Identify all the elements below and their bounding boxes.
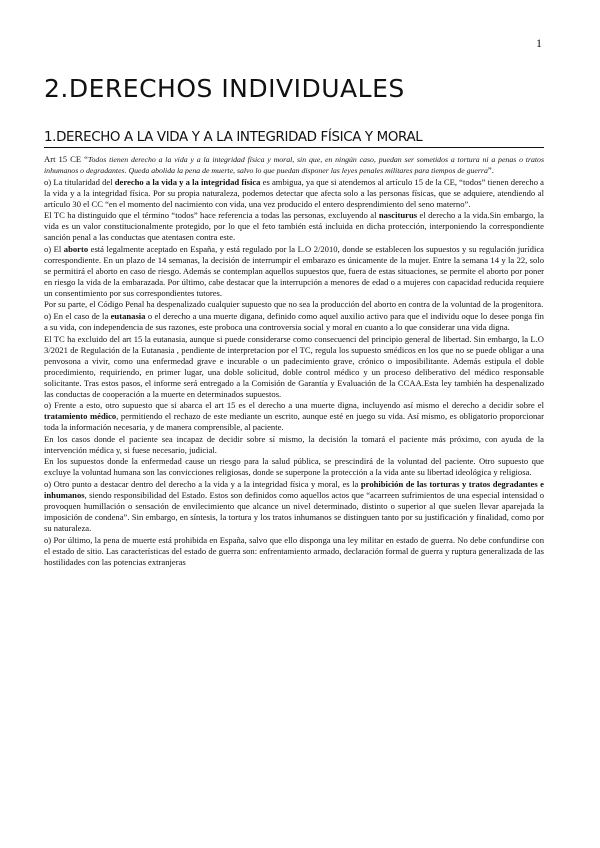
text-run: está legalmente aceptado en España, y está regulado por la L.O 2/2010, donde se establecen los supuestos y su regulación jurídica correspondiente. En un plazo de 14 semanas, la decisión de interrumpir el embarazo es únicamente de la mujer. Entre la semana 14 y la 22, solo se permitirá el aborto en caso de riesgo. Además se contemplan aquellos supuestos que, fuera de estas situaciones, se permite el aborto por poner en riesgo la vida de la embarazada. Por último, cabe destacar que la interrupción a menores de edad o a mujeres con capacidad reducida requiere un consentimiento por sus correspondientes tutores. [44, 243, 544, 298]
paragraph [44, 154, 544, 176]
text-run: , siendo responsibilidad del Estado. Estos son definidos como aquellos actos que “acarreen sufrimientos de una especial intensidad o provoquen humillación o sensación de envilecimiento que alcance un nivel determinado, distinto o superior al que suelen llevar aparejada la imposición de condena”. Sin embargo, en síntesis, la tortura y los tratos inhumanos se distinguen tanto por su justificación y finalidad, como por su naturaleza. [44, 489, 544, 533]
body-text [44, 154, 544, 568]
paragraph [44, 210, 544, 243]
text-run: El TC ha excluido del art 15 la eutanasia, aunque si puede considerarse como consecuenci del principio general de libertad. Sin embargo, la L.O 3/2021 de Regulación de la Eutanasia , pendiente de interpretacion por el TC, regula los supuesto smédicos en los que no se puede obligar a una penvosona a vivir, como una enfermedad grave e incurable o un padecimiento grave, crónico o imposibilitante. Además estipula el doble procedimiento, requiriendo, en primer lugar, una doble solicitud, doble control médico y un proceso deliberativo del médico responsable solicitante. Tras estos pasos, el informe será entregado a la Comisión de Garantía y Evaluación de la CCAA.Esta ley también ha despenalizado las conductas de cooperación a la muerte en determinados supuestos. [44, 333, 544, 399]
bold-term: tratamiento médico [44, 411, 117, 422]
paragraph [44, 311, 544, 333]
bold-term: nasciturus [378, 210, 418, 221]
text-run: el derecho a la vida.Sin embargo, la vida es un valor constitucionalmente protegido, por lo que el feto también está incluida en dicha protección, interponiendo la correspondiente sanción penal a las conductas que atentasen contra este. [44, 210, 544, 243]
text-run: En los casos donde el paciente sea incapaz de decidir sobre sí mismo, la decisión la tomará el paciente más próximo, con ayuda de la intervención médica y, si fuese necesario, judicial. [44, 433, 544, 455]
page-number: 1 [536, 36, 542, 50]
paragraph [44, 434, 544, 456]
bold-term: eutanasia [110, 310, 146, 321]
text-run: o) Por último, la pena de muerte está prohibida en España, salvo que ello disponga una ley militar en estado de guerra. No debe confundirse con el estado de sitio. Las características del estado de guerra son: enfrentamiento armado, declaración formal de guerra y ruptura generalizada de las hostilidades con las potencias extranjeras [44, 534, 544, 567]
text-run: o el derecho a una muerte digana, definido como aquel auxilio activo para que el individu oque lo desee ponga fin a su vida, con independencia de sus razones, este proboca una controversia social y moral en cuanto a lo que considerar una vida digna. [44, 310, 544, 332]
paragraph [44, 479, 544, 534]
text-run: o) En el caso de la [44, 310, 111, 321]
text-run: o) Otro punto a destacar dentro del derecho a la vida y a la integridad física y moral, es la [44, 478, 361, 489]
paragraph [44, 400, 544, 433]
text-run: o) Frente a esto, otro supuesto que si abarca el art 15 es el derecho a una muerte digna, incluyendo así mismo el derecho a decidir sobre el [44, 400, 544, 411]
paragraph [44, 177, 544, 210]
paragraph [44, 535, 544, 568]
paragraph [44, 244, 544, 299]
bold-term: aborto [63, 243, 89, 254]
text-run: o) La titularidad del [44, 176, 115, 187]
text-run: es ambigua, ya que si atendemos al artículo 15 de la CE, “todos” tienen derecho a la vida y a la integridad física. Por su propia naturaleza, podemos detectar que afecta solo a las personas físicas, que se adquiere, atendiendo al artículo 30 el CC “en el momento del nacimiento con vida, una vez producido el entero desprendimiento del seno materno”. [44, 176, 544, 209]
text-run: Por su parte, el Código Penal ha despenalizado cualquier supuesto que no sea la producción del aborto en contra de la voluntad de la progenitora. [44, 299, 544, 310]
text-run: o) El [44, 243, 64, 254]
text-run: ”. [487, 165, 494, 175]
text-run: Art 15 CE “ [44, 154, 88, 164]
chapter-heading: 2.DERECHOS INDIVIDUALES [44, 74, 405, 103]
section-heading: 1.DERECHO A LA VIDA Y A LA INTEGRIDAD FÍSICA Y MORAL [44, 130, 544, 148]
text-run: , permitiendo el rechazo de este mediante un escrito, aunque esté en juego su vida. Así mismo, es obligatorio proporcionar toda la información necesaria, y de manera comprensible, al paciente. [44, 411, 544, 433]
paragraph [44, 456, 544, 478]
paragraph [44, 299, 544, 310]
bold-term: prohibición de las torturas y tratos degradantes e inhumanos [44, 478, 544, 500]
quoted-article: Todos tienen derecho a la vida y a la integridad física y moral, sin que, en ningún caso, puedan ser sometidos a tortura ni a penas o tratos inhumanos o degradantes. Queda abolida la pena de muerte, salvo lo que puedan disponer las leyes penales militares para tiempos de guerra [44, 155, 544, 175]
bold-term: derecho a la vida y a la integridad física [114, 176, 261, 187]
text-run: En los supuestos donde la enfermedad cause un riesgo para la salud pública, se prescindirá de la voluntad del paciente. Otro supuesto que excluye la voluntad humana son las convicciones religiosas, donde se superpone la protección a la vida ante su libertad ideológica y religiosa. [44, 456, 544, 478]
text-run: El TC ha distinguido que el término “todos” hace referencia a todas las personas, excluyendo al [44, 210, 379, 221]
paragraph [44, 334, 544, 400]
